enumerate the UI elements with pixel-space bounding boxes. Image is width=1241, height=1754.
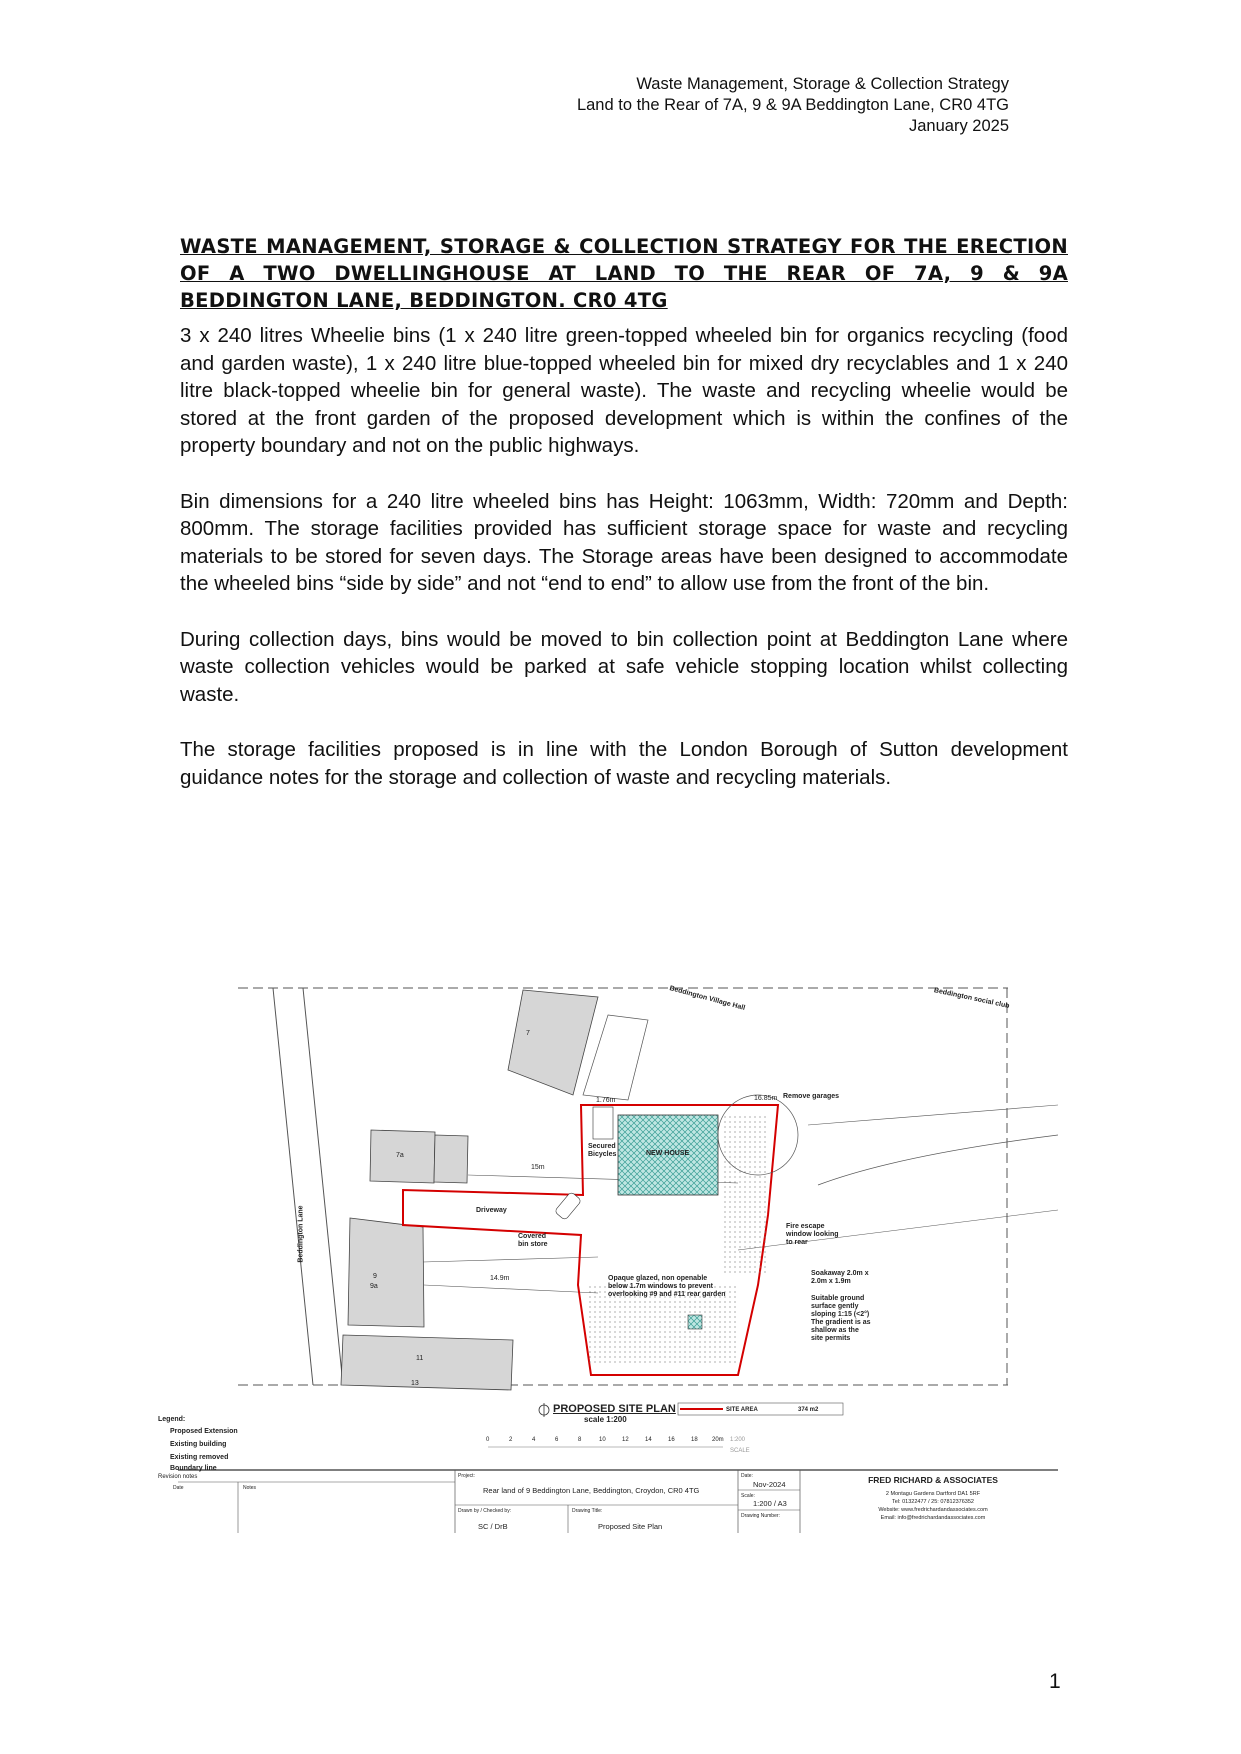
label-house-11: 11 xyxy=(416,1355,424,1362)
building-7a-annex xyxy=(434,1135,468,1183)
rear-garden-path xyxy=(723,1115,768,1275)
paragraph: During collection days, bins would be moved to bin collection point at Beddington Lane where waste collection vehicles would be parked at safe vehicle stopping location whilst collecting waste. xyxy=(180,627,1068,706)
label-remove-garages: Remove garages xyxy=(783,1093,840,1100)
drawn-by: SC / DrB xyxy=(478,1522,508,1531)
label-dimension: 15m xyxy=(531,1164,545,1171)
legend-item: Proposed Extension xyxy=(170,1428,238,1435)
scale-tick: 18 xyxy=(691,1437,698,1443)
firm-tel: Tel: 01322477 / 25: 07812376352 xyxy=(892,1499,974,1505)
label-suitable-ground: Suitable ground surface gently sloping 1:15 (<2°) The gradient is as shallow as the site permits xyxy=(811,1295,871,1342)
paragraph: Bin dimensions for a 240 litre wheeled bins has Height: 1063mm, Width: 720mm and Depth: 800mm. The storage facilities provided has sufficient storage space for waste and recycling materials to be stored for seven days. The Storage areas have been designed to accommodate the wheeled bins “side by side” and not “end to end” to allow use from the front of the bin. xyxy=(180,489,1068,595)
label-dimension: 14.9m xyxy=(490,1275,510,1282)
plan-scale: scale 1:200 xyxy=(584,1415,627,1424)
label-new-house: NEW HOUSE xyxy=(646,1150,690,1157)
road-edge xyxy=(303,988,343,1385)
firm-address: 2 Montagu Gardens Dartford DA1 5RF xyxy=(885,1491,981,1497)
scale-tick: 8 xyxy=(578,1437,582,1443)
label-soakaway: Soakaway 2.0m x 2.0m x 1.9m xyxy=(811,1270,869,1285)
header-line-1: Waste Management, Storage & Collection Strategy xyxy=(636,75,1009,93)
site-area-value: 374 m2 xyxy=(798,1407,819,1413)
site-plan-svg xyxy=(178,985,1058,1533)
scale-tick: 4 xyxy=(532,1437,536,1443)
header-line-2: Land to the Rear of 7A, 9 & 9A Beddington Lane, CR0 4TG xyxy=(576,96,1009,114)
label-covered-bin-store: Covered bin store xyxy=(518,1233,548,1248)
document-title: WASTE MANAGEMENT, STORAGE & COLLECTION STRATEGY FOR THE ERECTION OF A TWO DWELLINGHOUSE AT LAND TO THE REAR OF 7A, 9 & 9A BEDDINGTON LANE, BEDDINGTON. CR0 4TG xyxy=(180,235,1068,312)
label-fire-escape: Fire escape window looking to rear xyxy=(786,1223,839,1246)
label-driveway: Driveway xyxy=(476,1207,507,1214)
drawn-label: Drawn by / Checked by: xyxy=(458,1508,512,1514)
label-house-7a: 7a xyxy=(396,1152,404,1159)
site-plan-drawing xyxy=(158,985,1058,1533)
revision-notes-label: Revision notes xyxy=(158,1474,198,1480)
label-beddington-lane: Beddington Lane xyxy=(297,1205,305,1263)
car-icon xyxy=(554,1192,581,1221)
paragraph: The storage facilities proposed is in line with the London Borough of Sutton development guidance notes for the storage and collection of waste and recycling materials. xyxy=(180,738,1068,789)
scale-tick: 10 xyxy=(599,1437,606,1443)
building-11 xyxy=(341,1335,513,1390)
plot-line xyxy=(808,1105,1058,1125)
legend-item: Existing removed xyxy=(170,1454,229,1461)
drawing-title-label: Drawing Title: xyxy=(572,1508,603,1514)
building-7 xyxy=(508,990,598,1095)
label-social-club: Beddington social club xyxy=(933,987,1011,1010)
scale-tick: 0 xyxy=(486,1437,490,1443)
scale-ratio: 1:200 xyxy=(730,1437,746,1443)
paragraph: 3 x 240 litres Wheelie bins (1 x 240 litre green-topped wheeled bin for organics recycling (food and garden waste), 1 x 240 litre blue-topped wheeled bin for mixed dry recyclables and 1 x 240 litre black-topped wheelie bin for general waste). The waste and recycling wheelie would be stored at the front garden of the proposed development which is within the confines of the property boundary and not on the public highways. xyxy=(180,324,1068,457)
date-label: Date: xyxy=(741,1473,753,1479)
label-house-9a: 9a xyxy=(370,1283,378,1290)
site-area-label: SITE AREA xyxy=(726,1407,758,1413)
firm-email: Email: info@fredrichardandassociates.com xyxy=(880,1515,986,1521)
header-line-3: January 2025 xyxy=(909,117,1009,135)
drawing-title: Proposed Site Plan xyxy=(598,1522,663,1531)
cycle-store xyxy=(593,1107,613,1139)
plan-title: PROPOSED SITE PLAN xyxy=(553,1403,676,1415)
label-dimension: 16.85m xyxy=(754,1095,778,1102)
scale-tick: 20m xyxy=(712,1437,724,1443)
scale-tick: 12 xyxy=(622,1437,629,1443)
scale-label: Scale: xyxy=(741,1493,755,1499)
drawing-date: Nov-2024 xyxy=(753,1480,786,1489)
road-curve xyxy=(818,1135,1058,1185)
scale-tick: 6 xyxy=(555,1437,559,1443)
building-outline xyxy=(583,1015,648,1100)
scale-tick: 16 xyxy=(668,1437,675,1443)
legend-item: Boundary line xyxy=(170,1465,217,1472)
building-9 xyxy=(348,1218,424,1327)
page-header xyxy=(577,74,1009,137)
label-house-13: 13 xyxy=(411,1380,419,1387)
project-name: Rear land of 9 Beddington Lane, Beddington, Croydon, CR0 4TG xyxy=(483,1486,700,1495)
label-village-hall: Beddington Village Hall xyxy=(668,985,746,1012)
label-house-9: 9 xyxy=(373,1273,377,1280)
legend-item: Existing building xyxy=(170,1441,227,1448)
scale-tick: 14 xyxy=(645,1437,652,1443)
project-label: Project: xyxy=(458,1473,475,1479)
scale-word: SCALE xyxy=(730,1448,750,1454)
plot-line xyxy=(423,1257,598,1262)
revision-date-label: Date xyxy=(173,1485,184,1491)
drawing-scale: 1:200 / A3 xyxy=(753,1499,787,1508)
scale-tick: 2 xyxy=(509,1437,513,1443)
label-secured-bicycles: Secured Bicycles xyxy=(588,1143,617,1158)
drawing-number-label: Drawing Number: xyxy=(741,1513,780,1519)
revision-notes-col: Notes xyxy=(243,1485,257,1491)
firm-name: FRED RICHARD & ASSOCIATES xyxy=(868,1475,998,1485)
document-body xyxy=(180,322,1068,819)
plot-line xyxy=(424,1285,598,1293)
label-dimension: 1.76m xyxy=(596,1097,616,1104)
firm-website: Website: www.fredrichardandassociates.com xyxy=(878,1507,988,1513)
page-number: 1 xyxy=(1049,1670,1061,1693)
soakaway xyxy=(688,1315,702,1329)
road-edge xyxy=(273,988,313,1385)
legend-heading: Legend: xyxy=(158,1416,186,1423)
label-house-7: 7 xyxy=(526,1030,530,1037)
label-opaque-glazed: Opaque glazed, non openable below 1.7m windows to prevent overlooking #9 and #11 rear garden xyxy=(608,1275,726,1298)
